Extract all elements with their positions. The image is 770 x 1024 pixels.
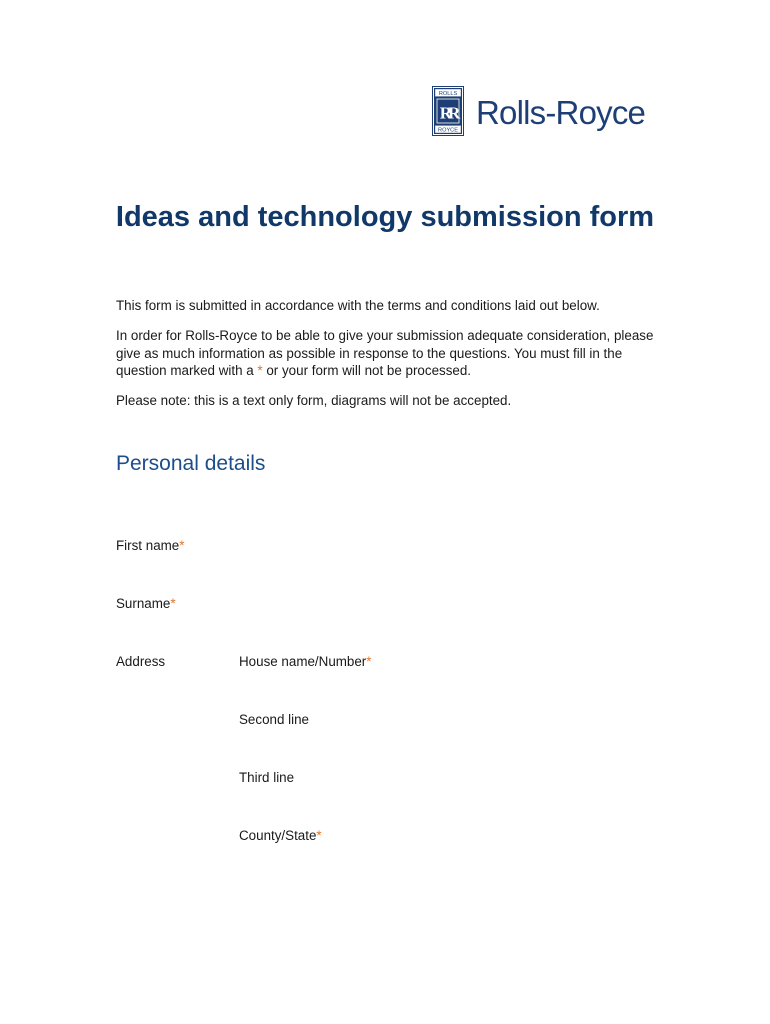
required-asterisk: *: [170, 596, 176, 611]
badge-top-text: ROLLS: [438, 91, 458, 98]
address-label: Address: [116, 654, 166, 669]
section-heading-personal-details: Personal details: [116, 452, 266, 475]
badge-bottom-text: ROYCE: [438, 127, 458, 134]
instructions-text-start: In order for Rolls-Royce to be able to give your submission adequate consideration, please give as much information as possible in response to the questions. You must fill in the question marked with a: [116, 328, 654, 378]
address-third-line-label: Third line: [239, 770, 295, 785]
intro-paragraph-note: Please note: this is a text only form, diagrams will not be accepted.: [116, 393, 512, 408]
instructions-text-end: or your form will not be processed.: [262, 363, 472, 378]
intro-paragraph-instructions: [116, 327, 661, 380]
intro-paragraph-terms: This form is submitted in accordance with the terms and conditions laid out below.: [116, 298, 600, 313]
required-asterisk: *: [366, 654, 372, 669]
county-state-label: County/State*: [239, 828, 322, 843]
first-name-label: First name*: [116, 538, 185, 553]
badge-monogram: RR: [439, 103, 457, 123]
required-asterisk-example: *: [257, 363, 263, 378]
logo-wordmark: Rolls-Royce: [476, 93, 646, 131]
address-second-line-label: Second line: [239, 712, 309, 727]
rr-badge-icon: [432, 86, 464, 136]
required-asterisk: *: [316, 828, 322, 843]
house-number-label: House name/Number*: [239, 654, 372, 669]
page-title: Ideas and technology submission form: [115, 201, 655, 233]
surname-label: Surname*: [116, 596, 176, 611]
rolls-royce-logo: [432, 86, 645, 136]
required-asterisk: *: [179, 538, 185, 553]
